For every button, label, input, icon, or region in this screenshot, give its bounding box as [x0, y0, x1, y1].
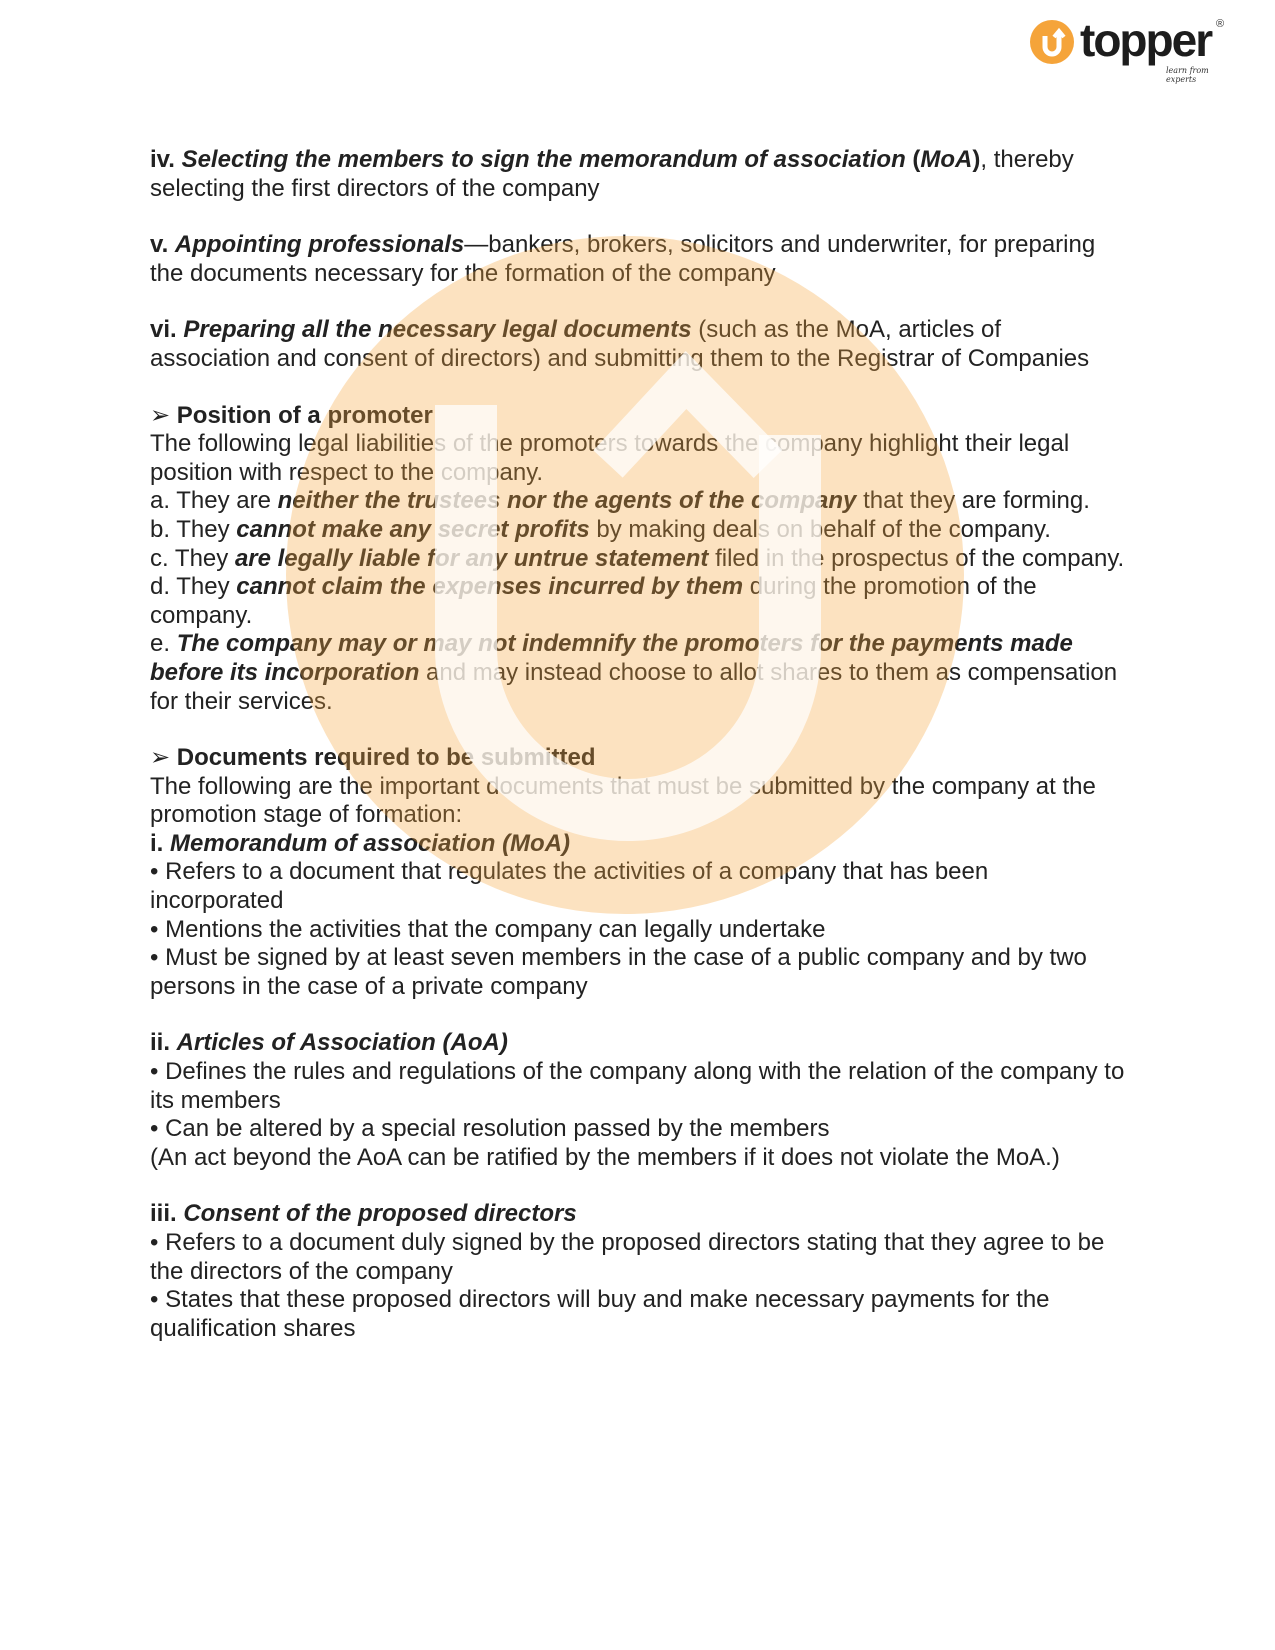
logo-up-arrow-icon	[1030, 20, 1074, 64]
consent-title: iii. Consent of the proposed directors	[150, 1200, 577, 1228]
list-item: • Must be signed by at least seven members in the case of a public company and by two persons in the case of a private company	[150, 944, 1087, 1000]
logo-tagline: learn from experts	[1166, 66, 1209, 84]
step-iv: iv. Selecting the members to sign the memorandum of association (MoA), thereby selecting the first directors of the company	[150, 146, 1074, 202]
logo-wordmark: topper	[1080, 14, 1212, 66]
list-item: • Refers to a document that regulates the activities of a company that has been incorporated	[150, 858, 989, 915]
position-point-a: a. They are neither the trustees nor the agents of the company that they are forming.	[150, 487, 1090, 515]
list-item: • Defines the rules and regulations of the company along with the relation of the company to its members	[150, 1058, 1125, 1114]
aoa-note: (An act beyond the AoA can be ratified by the members if it does not violate the MoA.)	[150, 1143, 1060, 1171]
registered-mark: ®	[1216, 18, 1225, 30]
brand-logo	[1030, 14, 1230, 84]
position-point-b: b. They cannot make any secret profits by making deals on behalf of the company.	[150, 515, 1051, 543]
document-body	[150, 146, 1125, 1343]
documents-heading: ➢ Documents required to be submitted	[150, 744, 596, 772]
position-point-e: e. The company may or may not indemnify the promoters for the payments made before its incorporation and may instead choose to allot shares to them as compensation for their services.	[150, 630, 1118, 715]
moa-title: i. Memorandum of association (MoA)	[150, 829, 571, 857]
documents-intro: The following are the important documents that must be submitted by the company at the promotion stage of formation:	[150, 772, 1096, 829]
position-point-c: c. They are legally liable for any untrue statement filed in the prospectus of the company.	[150, 544, 1125, 572]
aoa-title: ii. Articles of Association (AoA)	[150, 1029, 508, 1057]
list-item: • Refers to a document duly signed by the proposed directors stating that they agree to be the directors of the company	[150, 1229, 1105, 1285]
step-vi: vi. Preparing all the necessary legal documents (such as the MoA, articles of association and consent of directors) and submitting them to the Registrar of Companies	[150, 316, 1090, 372]
list-item: • Can be altered by a special resolution passed by the members	[150, 1115, 830, 1143]
step-v: v. Appointing professionals—bankers, brokers, solicitors and underwriter, for preparing the documents necessary for the formation of the company	[150, 231, 1096, 287]
position-intro: The following legal liabilities of the promoters towards the company highlight their legal position with respect to the company.	[150, 430, 1070, 486]
list-item: • States that these proposed directors will buy and make necessary payments for the qualification shares	[150, 1286, 1050, 1342]
list-item: • Mentions the activities that the company can legally undertake	[150, 915, 826, 943]
position-point-d: d. They cannot claim the expenses incurred by them during the promotion of the company.	[150, 573, 1037, 629]
position-heading: ➢ Position of a promoter	[150, 401, 433, 429]
